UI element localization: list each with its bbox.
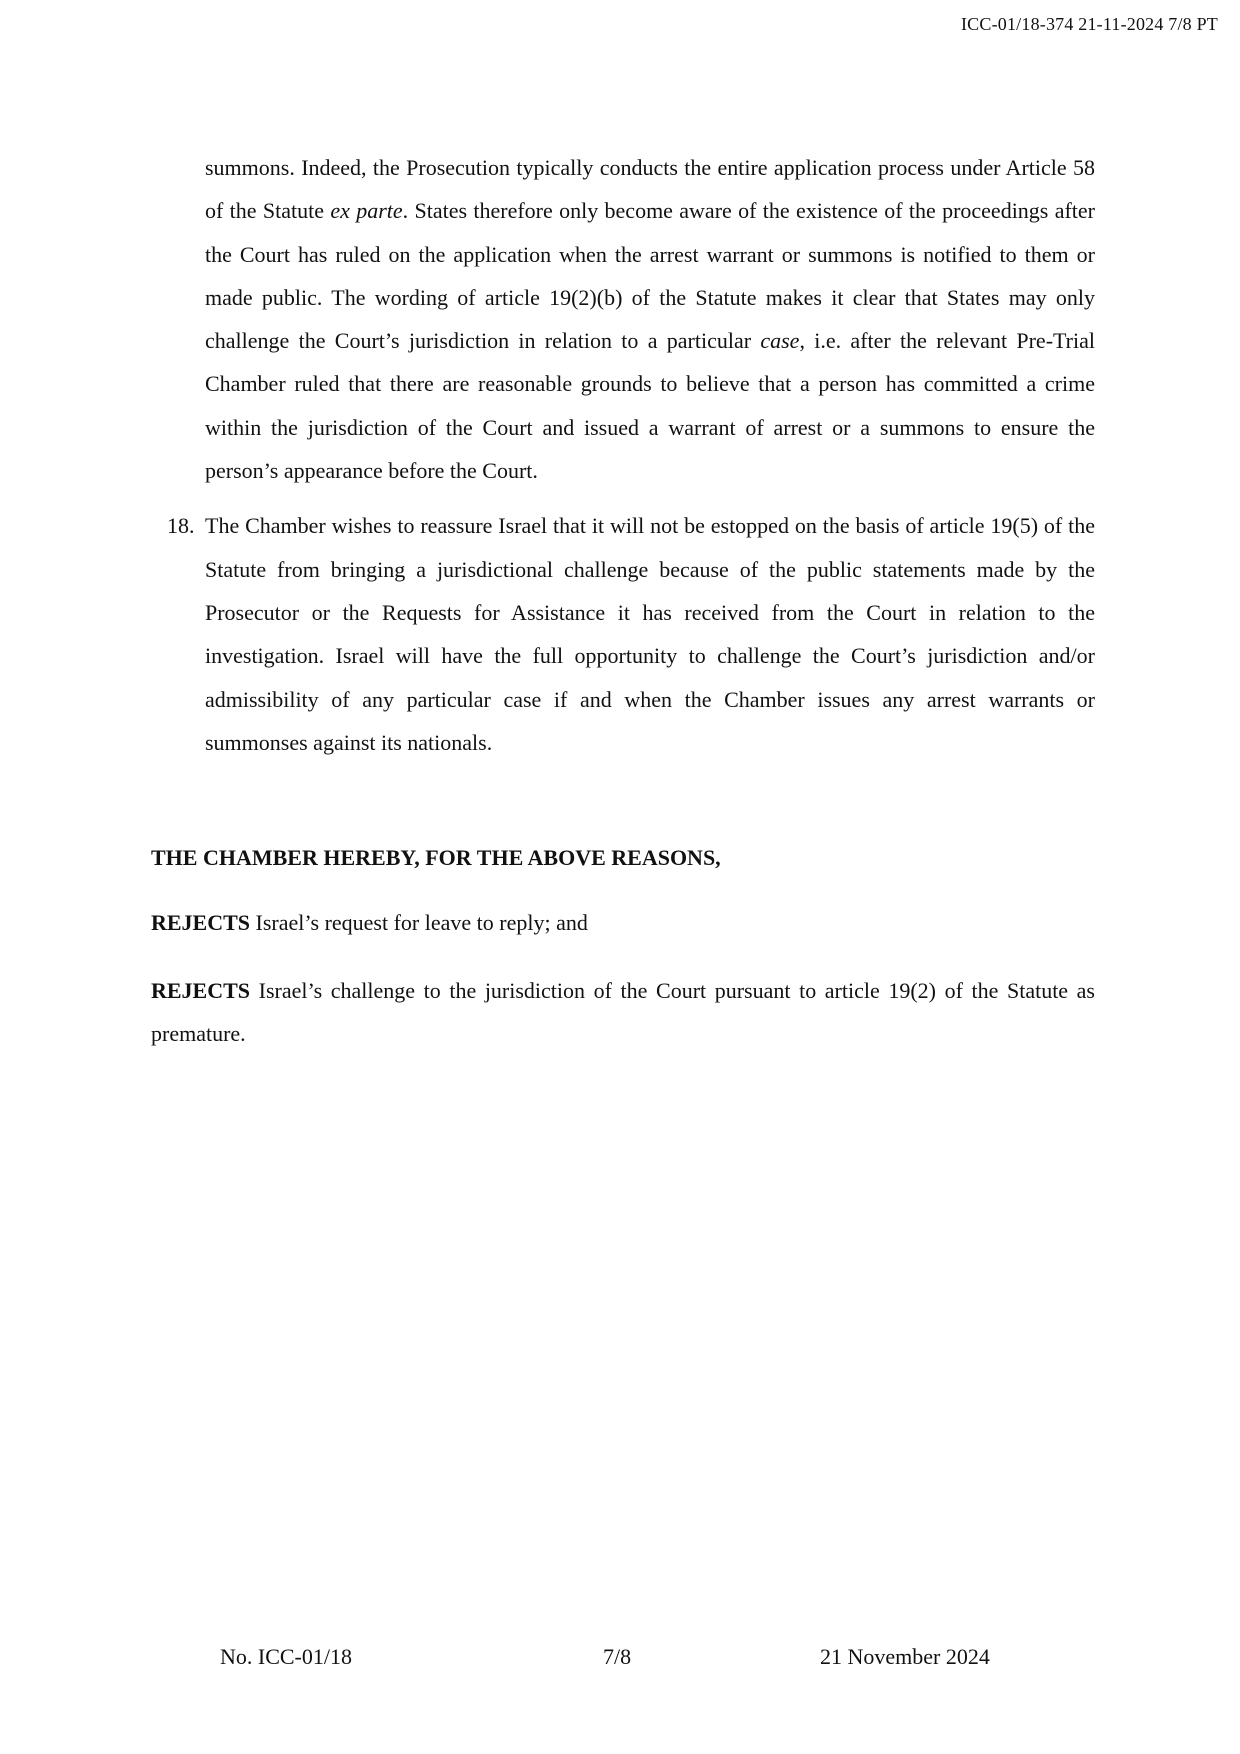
operative-heading: THE CHAMBER HEREBY, FOR THE ABOVE REASONS, (151, 845, 721, 871)
continuation-text-1: summons. Indeed, the Prosecution typically conducts the entire application process under Article 58 of the Statute (205, 155, 1095, 224)
continuation-text-3: , i.e. after the relevant Pre-Trial Chamber ruled that there are reasonable grounds to believe that a person has committed a crime within the jurisdiction of the Court and issued a warrant of arrest or a summons to ensure the person’s appearance before the Court. (205, 328, 1095, 484)
continuation-italic-case: case (760, 328, 800, 354)
decision-text: Israel’s challenge to the jurisdiction of the Court pursuant to article 19(2) of the Statute as premature. (151, 977, 1095, 1047)
document-body (151, 146, 1095, 1055)
paragraph-number: 18. (167, 513, 195, 539)
paragraph-18 (151, 504, 1095, 764)
footer-case-number: No. ICC-01/18 (220, 1644, 352, 1669)
footer-page-number: 7/8 (603, 1644, 632, 1669)
decision-verb: REJECTS (151, 910, 251, 936)
decision-verb: REJECTS (151, 977, 251, 1003)
decision-item (151, 969, 1095, 1056)
continuation-text-2: . States therefore only become aware of the existence of the proceedings after the Court has ruled on the application when the arrest warrant or summons is notified to them or made public. The wording of article 19(2)(b) of the Statute makes it clear that States may only challenge the Court’s jurisdiction in relation to a particular (205, 198, 1095, 354)
continuation-paragraph (151, 146, 1095, 492)
decision-item (151, 901, 1095, 944)
continuation-italic-ex-parte: ex parte (330, 198, 403, 224)
document-reference-header: ICC-01/18-374 21-11-2024 7/8 PT (960, 14, 1218, 34)
paragraph-18-text: The Chamber wishes to reassure Israel that it will not be estopped on the basis of article 19(5) of the Statute from bringing a jurisdictional challenge because of the public statements made by the Prosecutor or the Requests for Assistance it has received from the Court in relation to the investigation. Israel will have the full opportunity to challenge the Court’s jurisdiction and/or admissibility of any particular case if and when the Chamber issues any arrest warrants or summonses against its nationals. (205, 513, 1095, 755)
footer-date: 21 November 2024 (820, 1644, 990, 1669)
decision-text: Israel’s request for leave to reply; and (250, 910, 588, 936)
